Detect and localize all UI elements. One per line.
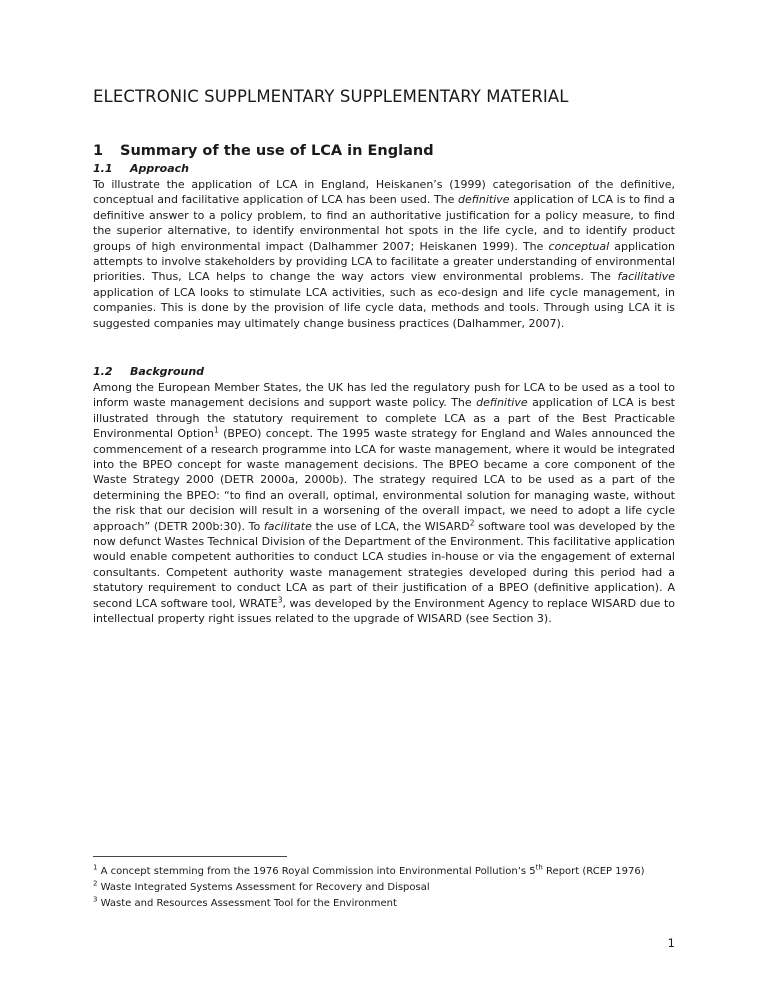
section-number: 1 xyxy=(93,143,104,159)
text-run: (BPEO) concept. The 1995 waste strategy for England and Wales announced the commencement of a research programme into LCA for waste management, where it would be integrated into the BPEO concept for waste management decisions. The BPEO became a core component of the Waste Strategy 2000 (DETR 2000a, 2000b). The strategy required LCA to be used as a part of the determining the BPEO: “to find an overall, optimal, environmental solution for managing waste, without the risk that our decision will result in a worsening of the overall impact, we need to adopt a life cycle approach” (DETR 200b:30). To xyxy=(93,427,675,533)
emphasis-facilitate: facilitate xyxy=(263,519,312,533)
subsection-title: Background xyxy=(130,365,205,378)
emphasis-definitive: definitive xyxy=(458,193,510,207)
page-number: 1 xyxy=(667,936,675,950)
emphasis-conceptual: conceptual xyxy=(548,239,610,253)
emphasis-definitive: definitive xyxy=(476,396,528,410)
text-run: application of LCA looks to stimulate LCA activities, such as eco-design and life cycle management, in companies. This is done by the provision of life cycle data, methods and tools. Through using LCA it is suggested companies may ultimately change business practices (Dalhammer, 2007). xyxy=(93,285,675,330)
footnote-superscript: th xyxy=(535,863,543,872)
subsection-heading-approach xyxy=(93,162,189,175)
text-run: application of LCA is best illustrated through the statutory requirement to complete LCA as a part of the Best Practicable Environmental Option xyxy=(93,396,675,441)
footnote-ref-3[interactable]: 3 xyxy=(277,595,283,605)
footnote-mark: 3 xyxy=(93,895,98,904)
text-run: To illustrate the application of LCA in England, Heiskanen’s (1999) categorisation of the definitive, conceptual and facilitative application of LCA has been used. The xyxy=(93,178,675,207)
emphasis-facilitative: facilitative xyxy=(617,270,675,284)
footnotes xyxy=(93,864,675,912)
text-run: software tool was developed by the now defunct Wastes Technical Division of the Department of the Environment. This facilitative application would enable competent authorities to conduct LCA studies in-house or via the engagement of external consultants. Competent authority waste management strategies developed during this period had a statutory requirement to conduct LCA as part of their justification of a BPEO (definitive application). A second LCA software tool, WRATE xyxy=(93,519,675,610)
footnote-ref-2[interactable]: 2 xyxy=(469,518,475,527)
text-run: , was developed by the Environment Agency to replace WISARD due to intellectual property right issues related to the upgrade of WISARD (see Section 3). xyxy=(93,596,675,626)
section-heading xyxy=(93,143,434,159)
approach-paragraph xyxy=(93,177,675,331)
subsection-number: 1.2 xyxy=(93,365,113,378)
text-run: application of LCA is to find a definitive answer to a policy problem, to find an authoritative justification for a policy measure, to find the superior alternative, to identify environmental hot spots in the life cycle, and to identify product groups of high environmental impact (Dalhammer 2007; Heiskanen 1999). The xyxy=(93,193,676,253)
footnote-text: A concept stemming from the 1976 Royal Commission into Environmental Pollution’s 5 xyxy=(100,866,536,877)
background-paragraph xyxy=(93,380,675,627)
text-run: the use of LCA, the WISARD xyxy=(311,519,470,533)
footnote-mark: 2 xyxy=(93,879,98,888)
footnote-3 xyxy=(93,896,675,912)
subsection-heading-background xyxy=(93,365,204,378)
text-run: application attempts to involve stakeholders by providing LCA to facilitate a greater understanding of environmental priorities. Thus, LCA helps to change the way actors view environmental problems. The xyxy=(93,239,675,284)
document-title: ELECTRONIC SUPPLMENTARY SUPPLEMENTARY MATERIAL xyxy=(93,87,569,106)
text-run: Among the European Member States, the UK has led the regulatory push for LCA to be used as a tool to inform waste management decisions and support waste policy. The xyxy=(93,381,675,410)
footnote-text: Report (RCEP 1976) xyxy=(542,866,645,877)
document-page xyxy=(93,0,675,994)
footnote-text: Waste Integrated Systems Assessment for Recovery and Disposal xyxy=(100,882,430,893)
footnote-ref-1[interactable]: 1 xyxy=(214,425,219,435)
footnote-separator xyxy=(93,856,287,857)
footnote-1 xyxy=(93,864,675,880)
subsection-number: 1.1 xyxy=(93,162,113,175)
section-title: Summary of the use of LCA in England xyxy=(120,143,434,159)
subsection-title: Approach xyxy=(130,162,190,175)
footnote-mark: 1 xyxy=(93,863,98,872)
footnote-text: Waste and Resources Assessment Tool for the Environment xyxy=(100,898,397,909)
footnote-2 xyxy=(93,880,675,896)
